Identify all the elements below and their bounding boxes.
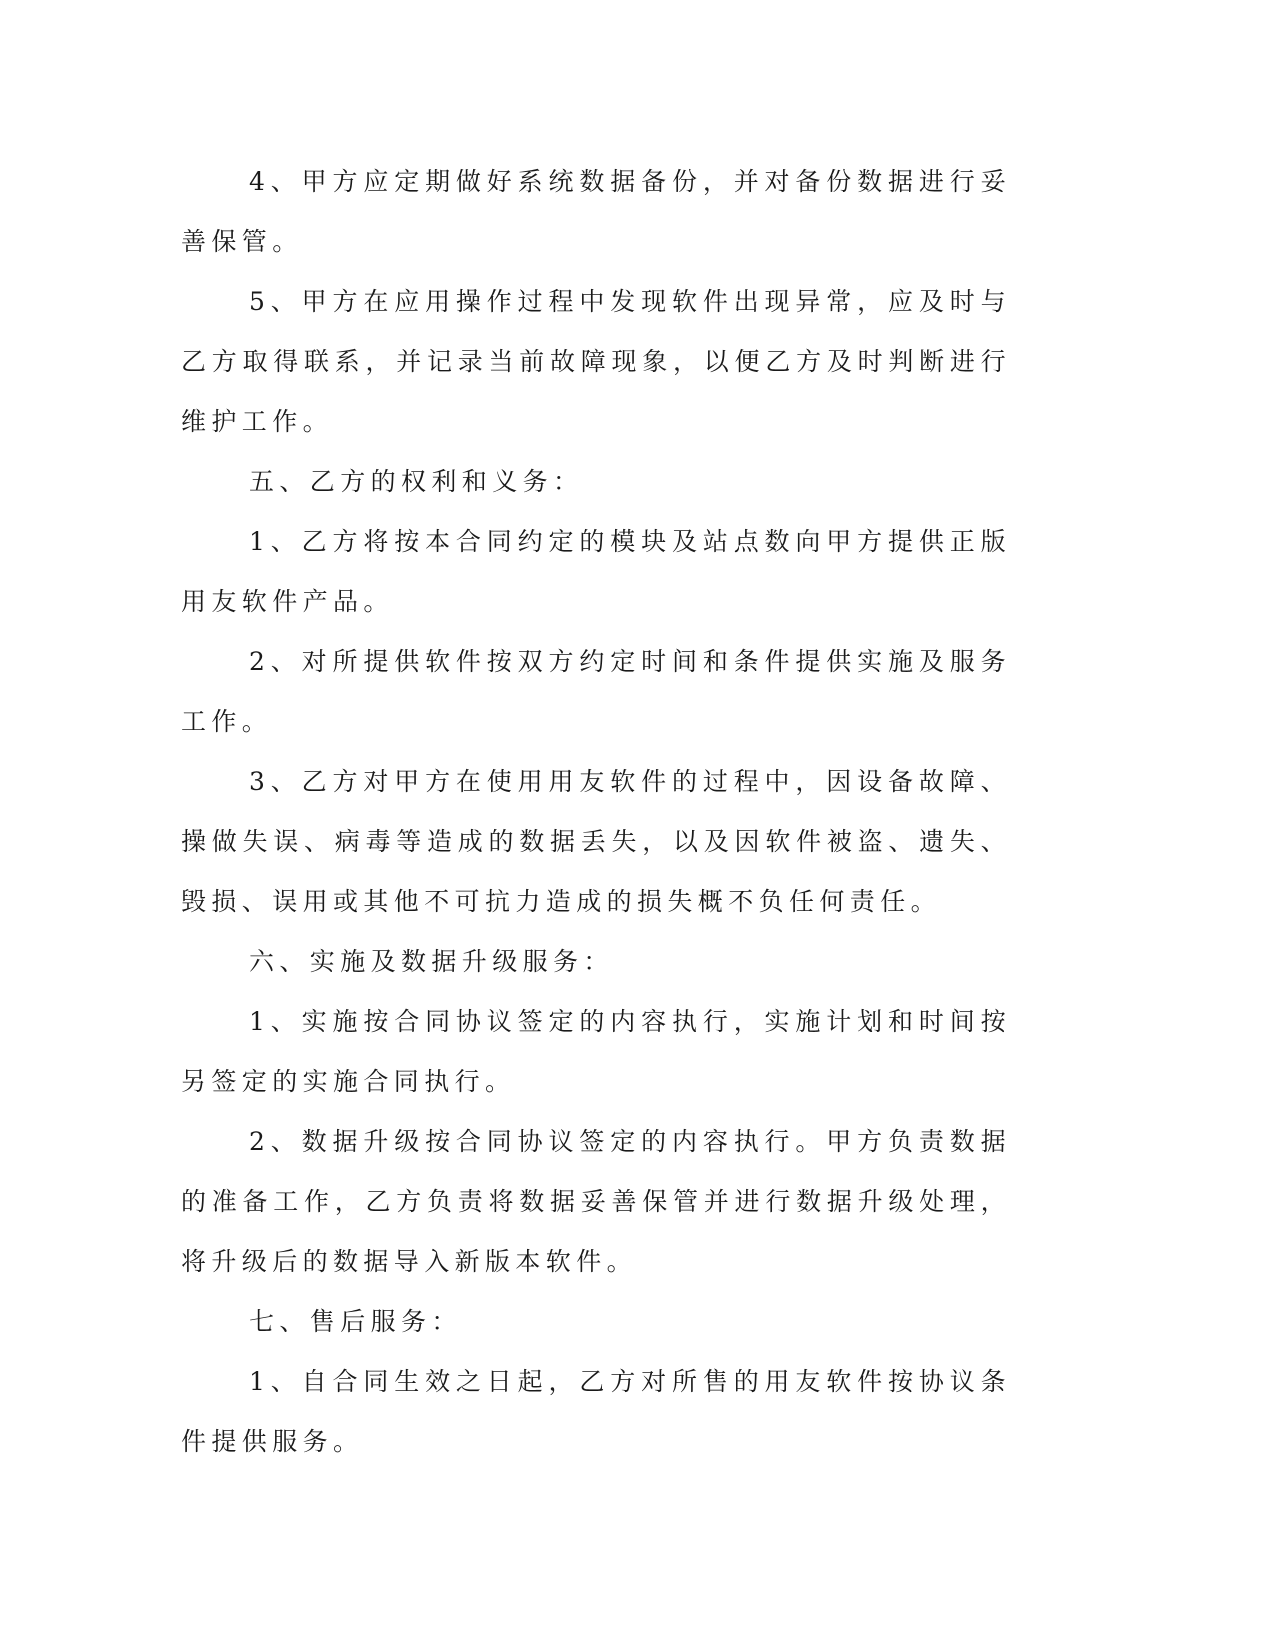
clause-2-data-upgrade: 2、数据升级按合同协议签定的内容执行。甲方负责数据的准备工作，乙方负责将数据妥善保管并进行数据升级处理，将升级后的数据导入新版本软件。 [181, 1127, 1011, 1276]
section-heading-6: 六、实施及数据升级服务： [249, 947, 614, 976]
clause-3-liability-disclaimer: 3、乙方对甲方在使用用友软件的过程中，因设备故障、操做失误、病毒等造成的数据丢失，以及因软件被盗、遗失、毁损、误用或其他不可抗力造成的损失概不负任何责任。 [181, 767, 1011, 916]
clause-1-provide-software: 1、乙方将按本合同约定的模块及站点数向甲方提供正版用友软件产品。 [181, 527, 1011, 616]
section-heading-7: 七、售后服务： [249, 1307, 462, 1336]
clause-1-implementation: 1、实施按合同协议签定的内容执行，实施计划和时间按另签定的实施合同执行。 [181, 1007, 1011, 1096]
clause-5-report-anomaly: 5、甲方在应用操作过程中发现软件出现异常，应及时与乙方取得联系，并记录当前故障现象，以便乙方及时判断进行维护工作。 [181, 287, 1011, 436]
document-body [181, 152, 1011, 1472]
section-heading-5: 五、乙方的权利和义务： [249, 467, 584, 496]
clause-4-data-backup: 4、甲方应定期做好系统数据备份，并对备份数据进行妥善保管。 [181, 167, 1011, 256]
clause-1-after-sales: 1、自合同生效之日起，乙方对所售的用友软件按协议条件提供服务。 [181, 1367, 1011, 1456]
clause-2-implementation-service: 2、对所提供软件按双方约定时间和条件提供实施及服务工作。 [181, 647, 1011, 736]
